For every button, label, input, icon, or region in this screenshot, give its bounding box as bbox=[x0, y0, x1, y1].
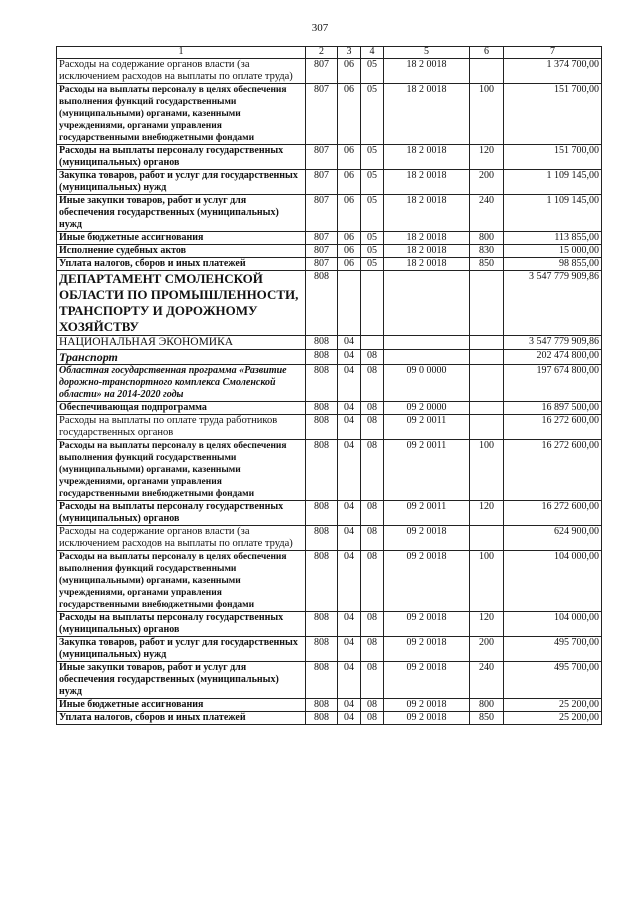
cell-name: Иные закупки товаров, работ и услуг для обеспечения государственных (муниципальных) нужд bbox=[57, 662, 306, 699]
table-row bbox=[57, 712, 602, 725]
cell-section bbox=[338, 271, 361, 336]
cell-ministry-code: 807 bbox=[306, 84, 338, 145]
cell-ministry-code: 808 bbox=[306, 350, 338, 365]
cell-amount: 16 272 600,00 bbox=[504, 415, 602, 440]
header-col-7: 7 bbox=[504, 47, 602, 59]
header-col-6: 6 bbox=[470, 47, 504, 59]
cell-section: 06 bbox=[338, 145, 361, 170]
cell-ministry-code: 808 bbox=[306, 712, 338, 725]
cell-expense-type bbox=[470, 415, 504, 440]
cell-name: Расходы на выплаты персоналу в целях обеспечения выполнения функций государственными (муниципальными) органами, казенными учреждениями, органами управления государственными внебюджетными фондами bbox=[57, 440, 306, 501]
table-row bbox=[57, 336, 602, 350]
cell-subsection: 08 bbox=[361, 662, 384, 699]
cell-subsection bbox=[361, 271, 384, 336]
cell-expense-type: 240 bbox=[470, 195, 504, 232]
cell-ministry-code: 807 bbox=[306, 245, 338, 258]
header-col-3: 3 bbox=[338, 47, 361, 59]
table-row bbox=[57, 402, 602, 415]
cell-amount: 16 897 500,00 bbox=[504, 402, 602, 415]
cell-subsection: 08 bbox=[361, 501, 384, 526]
cell-expense-type bbox=[470, 350, 504, 365]
cell-name: Расходы на выплаты персоналу государственных (муниципальных) органов bbox=[57, 501, 306, 526]
cell-subsection: 05 bbox=[361, 170, 384, 195]
cell-ministry-code: 807 bbox=[306, 59, 338, 84]
cell-name: Уплата налогов, сборов и иных платежей bbox=[57, 258, 306, 271]
cell-name: Областная государственная программа «Развитие дорожно-транспортного комплекса Смоленской области» на 2014-2020 годы bbox=[57, 365, 306, 402]
cell-amount: 495 700,00 bbox=[504, 662, 602, 699]
table-row bbox=[57, 59, 602, 84]
cell-ministry-code: 807 bbox=[306, 170, 338, 195]
table-row bbox=[57, 551, 602, 612]
cell-expense-type: 850 bbox=[470, 258, 504, 271]
table-row bbox=[57, 612, 602, 637]
cell-section: 04 bbox=[338, 551, 361, 612]
cell-target-article: 09 2 0018 bbox=[384, 612, 470, 637]
table-row bbox=[57, 245, 602, 258]
cell-section: 06 bbox=[338, 232, 361, 245]
cell-section: 06 bbox=[338, 59, 361, 84]
cell-section: 04 bbox=[338, 526, 361, 551]
cell-subsection: 08 bbox=[361, 637, 384, 662]
cell-subsection: 05 bbox=[361, 232, 384, 245]
header-col-5: 5 bbox=[384, 47, 470, 59]
cell-target-article: 18 2 0018 bbox=[384, 258, 470, 271]
cell-subsection: 05 bbox=[361, 145, 384, 170]
cell-amount: 3 547 779 909,86 bbox=[504, 336, 602, 350]
cell-amount: 25 200,00 bbox=[504, 699, 602, 712]
cell-target-article: 09 2 0011 bbox=[384, 415, 470, 440]
cell-target-article: 18 2 0018 bbox=[384, 170, 470, 195]
cell-section: 04 bbox=[338, 612, 361, 637]
header-row bbox=[57, 47, 602, 59]
cell-expense-type: 800 bbox=[470, 232, 504, 245]
cell-ministry-code: 807 bbox=[306, 145, 338, 170]
cell-section: 06 bbox=[338, 170, 361, 195]
table-row bbox=[57, 350, 602, 365]
cell-expense-type: 240 bbox=[470, 662, 504, 699]
budget-table bbox=[56, 46, 602, 725]
cell-expense-type bbox=[470, 402, 504, 415]
cell-target-article bbox=[384, 271, 470, 336]
cell-target-article: 09 2 0018 bbox=[384, 712, 470, 725]
cell-section: 04 bbox=[338, 365, 361, 402]
table-row bbox=[57, 501, 602, 526]
cell-name: Исполнение судебных актов bbox=[57, 245, 306, 258]
cell-subsection: 08 bbox=[361, 365, 384, 402]
cell-ministry-code: 807 bbox=[306, 258, 338, 271]
table-row bbox=[57, 232, 602, 245]
cell-target-article: 09 2 0000 bbox=[384, 402, 470, 415]
cell-ministry-code: 808 bbox=[306, 415, 338, 440]
cell-name: Расходы на содержание органов власти (за исключением расходов на выплаты по оплате труда) bbox=[57, 526, 306, 551]
table-row bbox=[57, 258, 602, 271]
cell-name: Иные бюджетные ассигнования bbox=[57, 699, 306, 712]
cell-amount: 3 547 779 909,86 bbox=[504, 271, 602, 336]
cell-subsection: 08 bbox=[361, 612, 384, 637]
cell-name: Расходы на содержание органов власти (за исключением расходов на выплаты по оплате труда) bbox=[57, 59, 306, 84]
page-number: 307 bbox=[311, 22, 329, 34]
cell-amount: 202 474 800,00 bbox=[504, 350, 602, 365]
cell-section: 06 bbox=[338, 84, 361, 145]
cell-amount: 1 374 700,00 bbox=[504, 59, 602, 84]
cell-expense-type: 120 bbox=[470, 612, 504, 637]
cell-expense-type: 800 bbox=[470, 699, 504, 712]
cell-amount: 1 109 145,00 bbox=[504, 170, 602, 195]
cell-amount: 98 855,00 bbox=[504, 258, 602, 271]
table-row bbox=[57, 195, 602, 232]
cell-amount: 15 000,00 bbox=[504, 245, 602, 258]
cell-subsection: 08 bbox=[361, 551, 384, 612]
cell-name: Уплата налогов, сборов и иных платежей bbox=[57, 712, 306, 725]
cell-expense-type: 100 bbox=[470, 84, 504, 145]
cell-ministry-code: 808 bbox=[306, 526, 338, 551]
cell-expense-type: 200 bbox=[470, 637, 504, 662]
cell-section: 04 bbox=[338, 637, 361, 662]
cell-section: 04 bbox=[338, 402, 361, 415]
cell-section: 04 bbox=[338, 415, 361, 440]
table-row bbox=[57, 170, 602, 195]
cell-section: 04 bbox=[338, 336, 361, 350]
cell-amount: 113 855,00 bbox=[504, 232, 602, 245]
cell-name: Расходы на выплаты персоналу государственных (муниципальных) органов bbox=[57, 612, 306, 637]
cell-subsection: 08 bbox=[361, 402, 384, 415]
table-row bbox=[57, 84, 602, 145]
cell-target-article: 09 2 0018 bbox=[384, 526, 470, 551]
table-row bbox=[57, 415, 602, 440]
cell-expense-type: 850 bbox=[470, 712, 504, 725]
table-row bbox=[57, 662, 602, 699]
cell-ministry-code: 807 bbox=[306, 195, 338, 232]
cell-target-article: 09 2 0018 bbox=[384, 662, 470, 699]
cell-name: Обеспечивающая подпрограмма bbox=[57, 402, 306, 415]
cell-amount: 151 700,00 bbox=[504, 145, 602, 170]
cell-section: 04 bbox=[338, 712, 361, 725]
cell-subsection: 05 bbox=[361, 245, 384, 258]
cell-ministry-code: 808 bbox=[306, 699, 338, 712]
cell-amount: 151 700,00 bbox=[504, 84, 602, 145]
cell-section: 04 bbox=[338, 440, 361, 501]
cell-subsection: 08 bbox=[361, 440, 384, 501]
cell-expense-type: 100 bbox=[470, 440, 504, 501]
cell-subsection: 05 bbox=[361, 195, 384, 232]
table-row bbox=[57, 145, 602, 170]
cell-target-article: 18 2 0018 bbox=[384, 232, 470, 245]
cell-ministry-code: 808 bbox=[306, 440, 338, 501]
cell-ministry-code: 808 bbox=[306, 402, 338, 415]
cell-subsection: 05 bbox=[361, 258, 384, 271]
cell-section: 04 bbox=[338, 501, 361, 526]
cell-name: Иные бюджетные ассигнования bbox=[57, 232, 306, 245]
cell-amount: 104 000,00 bbox=[504, 551, 602, 612]
header-col-2: 2 bbox=[306, 47, 338, 59]
cell-name: Транспорт bbox=[57, 350, 306, 365]
cell-ministry-code: 808 bbox=[306, 336, 338, 350]
cell-ministry-code: 808 bbox=[306, 271, 338, 336]
header-col-1: 1 bbox=[57, 47, 306, 59]
table-row bbox=[57, 271, 602, 336]
cell-expense-type: 120 bbox=[470, 145, 504, 170]
cell-amount: 16 272 600,00 bbox=[504, 440, 602, 501]
cell-amount: 104 000,00 bbox=[504, 612, 602, 637]
cell-ministry-code: 807 bbox=[306, 232, 338, 245]
cell-section: 04 bbox=[338, 699, 361, 712]
cell-name: НАЦИОНАЛЬНАЯ ЭКОНОМИКА bbox=[57, 336, 306, 350]
cell-target-article bbox=[384, 336, 470, 350]
cell-target-article: 09 2 0018 bbox=[384, 637, 470, 662]
cell-expense-type bbox=[470, 271, 504, 336]
header-col-4: 4 bbox=[361, 47, 384, 59]
cell-ministry-code: 808 bbox=[306, 612, 338, 637]
cell-section: 06 bbox=[338, 258, 361, 271]
cell-expense-type bbox=[470, 336, 504, 350]
cell-expense-type bbox=[470, 59, 504, 84]
cell-subsection: 08 bbox=[361, 526, 384, 551]
cell-amount: 197 674 800,00 bbox=[504, 365, 602, 402]
cell-name: Расходы на выплаты по оплате труда работников государственных органов bbox=[57, 415, 306, 440]
cell-target-article: 09 2 0011 bbox=[384, 440, 470, 501]
cell-subsection: 05 bbox=[361, 84, 384, 145]
cell-subsection: 05 bbox=[361, 59, 384, 84]
cell-name: Иные закупки товаров, работ и услуг для обеспечения государственных (муниципальных) нужд bbox=[57, 195, 306, 232]
cell-amount: 25 200,00 bbox=[504, 712, 602, 725]
cell-ministry-code: 808 bbox=[306, 365, 338, 402]
cell-target-article: 09 2 0018 bbox=[384, 551, 470, 612]
cell-amount: 624 900,00 bbox=[504, 526, 602, 551]
cell-target-article: 09 2 0011 bbox=[384, 501, 470, 526]
table-row bbox=[57, 526, 602, 551]
cell-expense-type: 100 bbox=[470, 551, 504, 612]
cell-section: 04 bbox=[338, 350, 361, 365]
table-row bbox=[57, 440, 602, 501]
cell-name: ДЕПАРТАМЕНТ СМОЛЕНСКОЙ ОБЛАСТИ ПО ПРОМЫШЛЕННОСТИ, ТРАНСПОРТУ И ДОРОЖНОМУ ХОЗЯЙСТВУ bbox=[57, 271, 306, 336]
table-body bbox=[57, 59, 602, 725]
table-row bbox=[57, 637, 602, 662]
cell-subsection: 08 bbox=[361, 415, 384, 440]
cell-ministry-code: 808 bbox=[306, 662, 338, 699]
cell-target-article: 18 2 0018 bbox=[384, 145, 470, 170]
cell-target-article: 18 2 0018 bbox=[384, 195, 470, 232]
cell-ministry-code: 808 bbox=[306, 551, 338, 612]
cell-subsection bbox=[361, 336, 384, 350]
cell-target-article: 18 2 0018 bbox=[384, 59, 470, 84]
cell-amount: 1 109 145,00 bbox=[504, 195, 602, 232]
table-row bbox=[57, 365, 602, 402]
cell-name: Расходы на выплаты персоналу в целях обеспечения выполнения функций государственными (муниципальными) органами, казенными учреждениями, органами управления государственными внебюджетными фондами bbox=[57, 551, 306, 612]
cell-name: Расходы на выплаты персоналу государственных (муниципальных) органов bbox=[57, 145, 306, 170]
cell-target-article: 09 2 0018 bbox=[384, 699, 470, 712]
cell-subsection: 08 bbox=[361, 712, 384, 725]
cell-subsection: 08 bbox=[361, 699, 384, 712]
cell-name: Закупка товаров, работ и услуг для государственных (муниципальных) нужд bbox=[57, 637, 306, 662]
cell-ministry-code: 808 bbox=[306, 637, 338, 662]
cell-amount: 495 700,00 bbox=[504, 637, 602, 662]
cell-section: 06 bbox=[338, 195, 361, 232]
cell-section: 04 bbox=[338, 662, 361, 699]
cell-subsection: 08 bbox=[361, 350, 384, 365]
cell-target-article bbox=[384, 350, 470, 365]
cell-expense-type: 200 bbox=[470, 170, 504, 195]
cell-target-article: 18 2 0018 bbox=[384, 84, 470, 145]
cell-target-article: 09 0 0000 bbox=[384, 365, 470, 402]
cell-expense-type bbox=[470, 365, 504, 402]
cell-expense-type bbox=[470, 526, 504, 551]
cell-ministry-code: 808 bbox=[306, 501, 338, 526]
cell-expense-type: 830 bbox=[470, 245, 504, 258]
cell-name: Закупка товаров, работ и услуг для государственных (муниципальных) нужд bbox=[57, 170, 306, 195]
cell-name: Расходы на выплаты персоналу в целях обеспечения выполнения функций государственными (муниципальными) органами, казенными учреждениями, органами управления государственными внебюджетными фондами bbox=[57, 84, 306, 145]
cell-target-article: 18 2 0018 bbox=[384, 245, 470, 258]
cell-amount: 16 272 600,00 bbox=[504, 501, 602, 526]
cell-expense-type: 120 bbox=[470, 501, 504, 526]
cell-section: 06 bbox=[338, 245, 361, 258]
table-row bbox=[57, 699, 602, 712]
